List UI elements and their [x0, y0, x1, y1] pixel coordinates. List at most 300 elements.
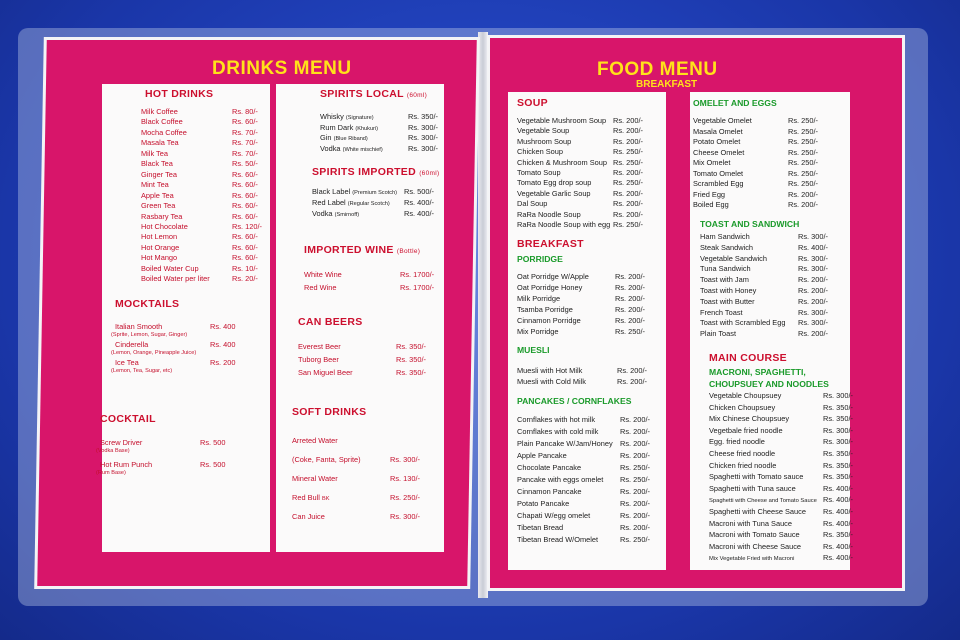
toast-sandwich-item [700, 264, 751, 273]
toast-sandwich-item-name: Vegetable Sandwich [700, 253, 767, 263]
omelet-eggs-item-name: Vegetable Omelet [693, 116, 752, 125]
porridge-title: PORRIDGE [517, 254, 563, 264]
can-beers-item-price: Rs. 350/- [396, 355, 426, 364]
soup-item [517, 116, 606, 125]
drinks-menu-title: DRINKS MENU [212, 58, 352, 79]
main-course-item [709, 461, 776, 470]
main-course-item-name: Macroni with Tomato Sauce [709, 530, 800, 540]
soup-item-name: Tomato Soup [517, 168, 561, 177]
spirits-imported-item-name: Black Label [312, 187, 351, 196]
spirits-imported-item [312, 209, 359, 218]
main-course-item-name: Spaghetti with Cheese Sauce [709, 507, 806, 516]
porridge-item [517, 305, 573, 314]
main-course-item [709, 507, 806, 516]
cocktail-item-note: (Rum Base) [96, 470, 126, 476]
toast-sandwich-item-name: Toast with Honey [700, 286, 757, 295]
hot-drinks-item-price: Rs. 20/- [232, 274, 258, 284]
omelet-eggs-item-price: Rs. 250/- [788, 147, 818, 157]
hot-drinks-item [141, 180, 169, 189]
porridge-item-name: Milk Porridge [517, 293, 561, 303]
spirits-local-item-price: Rs. 300/- [408, 122, 438, 132]
pancakes-item [517, 523, 563, 532]
main-course-item [709, 484, 796, 493]
pancakes-item [517, 499, 569, 508]
toast-sandwich-item-price: Rs. 200/- [798, 329, 828, 339]
main-course-item [709, 403, 775, 412]
main-course-item-price: Rs. 400/- [823, 518, 853, 528]
hot-drinks-item-name: Hot Chocolate [141, 221, 188, 231]
pancakes-item-name: Chapati W/egg omelet [517, 511, 591, 520]
porridge-item-name: Mix Porridge [517, 326, 559, 336]
hot-drinks-item-name: Apple Tea [141, 190, 174, 200]
soup-item [517, 210, 581, 219]
muesli-item-price: Rs. 200/- [617, 366, 647, 375]
hot-drinks-item [141, 264, 199, 273]
imported-wine-item [304, 283, 336, 292]
porridge-item-price: Rs. 200/- [615, 304, 645, 314]
mocktails-item-note: (Lemon, Orange, Pineapple Juice) [111, 350, 197, 356]
porridge-item-name: Oat Porridge W/Apple [517, 272, 589, 281]
hot-drinks-item-name: Ginger Tea [141, 169, 178, 179]
hot-drinks-item-name: Masala Tea [141, 138, 179, 148]
main-course-item [709, 542, 801, 551]
toast-sandwich-item-price: Rs. 300/- [798, 232, 828, 241]
toast-sandwich-item-name: Tuna Sandwich [700, 264, 751, 274]
spirits-local-item-name: Vodka [320, 143, 341, 153]
toast-sandwich-item-name: French Toast [700, 307, 743, 317]
soup-item [517, 126, 569, 135]
main-course-item-name: Spaghetti with Tomato sauce [709, 472, 804, 482]
soup-item-price: Rs. 200/- [613, 126, 643, 136]
hot-drinks-item-price: Rs. 60/- [232, 242, 258, 252]
imported-wine-item [304, 270, 342, 279]
pancakes-item-name: Pancake with eggs omelet [517, 475, 604, 484]
hot-drinks-item-price: Rs. 70/- [232, 138, 258, 148]
hot-drinks-item-name: Mint Tea [141, 180, 169, 190]
toast-sandwich-item-name: Ham Sandwich [700, 232, 750, 241]
main-course-item [709, 472, 803, 481]
main-course-item [709, 414, 789, 423]
cocktail-item-name: Hot Rum Punch [100, 460, 153, 469]
food-menu-title: FOOD MENU [597, 59, 718, 80]
toast-sandwich-item [700, 318, 785, 327]
breakfast-title: BREAKFAST [517, 238, 584, 250]
hot-drinks-item [141, 253, 177, 262]
porridge-item [517, 327, 558, 336]
main-course-item [709, 495, 817, 504]
pancakes-item-name: Potato Pancake [517, 499, 570, 508]
omelet-eggs-item-price: Rs. 250/- [788, 158, 818, 167]
soup-item-name: RaRa Noodle Soup with egg [517, 220, 611, 229]
soft-drinks-item-name: Arreted Water [292, 436, 338, 445]
omelet-eggs-item-name: Potato Omelet [693, 137, 741, 146]
omelet-eggs-item-name: Masala Omelet [693, 126, 743, 136]
pancakes-item-price: Rs. 200/- [620, 487, 650, 496]
mocktails-title: MOCKTAILS [115, 298, 180, 310]
main-course-item [709, 426, 783, 435]
main-course-item-name: Egg. fried noodle [709, 437, 765, 447]
hot-drinks-item-name: Milk Tea [141, 148, 168, 158]
porridge-item-price: Rs. 200/- [615, 272, 645, 281]
hot-drinks-item-price: Rs. 60/- [232, 117, 258, 127]
main-course-item-price: Rs. 350/- [823, 460, 853, 470]
imported-wine-item-price: Rs. 1700/- [400, 270, 435, 279]
spirits-imported-title: SPIRITS IMPORTED (60ml) [312, 166, 440, 178]
pancakes-item-name: Cornflakes with cold milk [517, 427, 599, 436]
main-course-item [709, 449, 775, 458]
hot-drinks-item-price: Rs. 80/- [232, 107, 258, 116]
hot-drinks-item-price: Rs. 60/- [232, 190, 258, 200]
muesli-item [517, 366, 582, 375]
spirits-local-item [320, 123, 378, 132]
porridge-item [517, 272, 589, 281]
soft-drinks-item-price: Rs. 250/- [390, 493, 420, 502]
can-beers-item-name: Everest Beer [298, 342, 341, 351]
toast-sandwich-item-name: Toast with Scrambled Egg [700, 318, 786, 328]
mocktails-item-name: Italian Smooth [115, 322, 163, 331]
hot-drinks-item-price: Rs. 120/- [232, 221, 262, 231]
toast-sandwich-item [700, 243, 753, 252]
hot-drinks-item-price: Rs. 60/- [232, 232, 258, 242]
pancakes-item-name: Cornflakes with hot milk [517, 415, 596, 424]
mocktails-item-price: Rs. 400 [210, 340, 236, 349]
cocktail-item-price: Rs. 500 [200, 460, 226, 469]
pancakes-item-price: Rs. 200/- [620, 415, 650, 424]
cocktail-item-name: Screw Driver [100, 438, 143, 447]
mocktails-item [115, 340, 148, 349]
hot-drinks-item [141, 222, 188, 231]
toast-sandwich-item-price: Rs. 200/- [798, 275, 828, 285]
hot-drinks-item-name: Mocha Coffee [141, 127, 187, 137]
pancakes-item-name: Tibetan Bread [517, 523, 564, 532]
pancakes-item [517, 475, 603, 484]
toast-sandwich-item [700, 275, 749, 284]
main-course-item-price: Rs. 350/- [823, 472, 853, 482]
hot-drinks-item [141, 191, 174, 200]
spirits-local-item-name: Gin [320, 133, 332, 142]
soup-title: SOUP [517, 97, 548, 109]
cocktail-title: COCKTAIL [100, 413, 156, 425]
pancakes-item-price: Rs. 250/- [620, 475, 650, 484]
omelet-eggs-item [693, 190, 725, 199]
can-beers-item-name: San Miguel Beer [298, 368, 353, 377]
toast-sandwich-item [700, 232, 750, 241]
mocktails-item [115, 358, 139, 367]
soup-item-price: Rs. 250/- [613, 178, 643, 188]
soup-item-price: Rs. 200/- [613, 116, 643, 125]
soft-drinks-item [292, 436, 338, 445]
hot-drinks-item-name: Green Tea [141, 201, 176, 211]
omelet-eggs-item-name: Cheese Omelet [693, 147, 745, 157]
soft-drinks-item-price: Rs. 300/- [390, 512, 420, 521]
imported-wine-unit: (Bottle) [396, 248, 421, 255]
pancakes-item [517, 487, 582, 496]
pancakes-item [517, 451, 567, 460]
pancakes-item-price: Rs. 200/- [620, 523, 650, 532]
cocktail-item [100, 438, 142, 447]
soup-item-price: Rs. 200/- [613, 168, 643, 177]
soup-item-name: Tomato Egg drop soup [517, 178, 592, 188]
toast-sandwich-title: TOAST AND SANDWICH [700, 219, 800, 229]
soup-item [517, 220, 610, 229]
toast-sandwich-item [700, 286, 756, 295]
spirits-local-title: SPIRITS LOCAL (60ml) [320, 88, 428, 100]
spirits-imported-item-note: (Smirnoff) [334, 212, 360, 218]
omelet-eggs-item-name: Scrambled Egg [693, 179, 744, 188]
porridge-item-price: Rs. 250/- [615, 326, 645, 336]
pancakes-item [517, 535, 598, 544]
soft-drinks-item [292, 493, 329, 502]
toast-sandwich-item-price: Rs. 300/- [798, 253, 828, 263]
omelet-eggs-item-price: Rs. 250/- [788, 116, 818, 125]
omelet-eggs-item [693, 200, 729, 209]
hot-drinks-item-price: Rs. 50/- [232, 159, 258, 169]
soup-item [517, 178, 591, 187]
hot-drinks-item [141, 274, 210, 283]
soft-drinks-item-note: BK [322, 496, 330, 502]
hot-drinks-item [141, 159, 173, 168]
can-beers-item-name: Tuborg Beer [298, 355, 339, 364]
main-course-item-name: Chicken Choupsuey [709, 402, 776, 412]
spirits-local-item [320, 112, 374, 121]
soup-item-price: Rs. 250/- [613, 147, 643, 157]
omelet-eggs-item-price: Rs. 200/- [788, 189, 818, 199]
hot-drinks-item-name: Hot Orange [141, 242, 180, 252]
spirits-local-item-name: Whisky [320, 112, 344, 121]
toast-sandwich-item-name: Toast with Jam [700, 275, 749, 285]
soup-item-name: Vegetable Garlic Soup [517, 188, 591, 198]
soup-item-name: Dal Soup [517, 199, 548, 209]
soup-item-name: Chicken & Mushroom Soup [517, 157, 607, 167]
toast-sandwich-item [700, 308, 743, 317]
cocktail-item-price: Rs. 500 [200, 438, 226, 447]
toast-sandwich-item-price: Rs. 200/- [798, 296, 828, 306]
spirits-imported-item-price: Rs. 400/- [404, 198, 434, 207]
hot-drinks-item-name: Milk Coffee [141, 107, 178, 116]
main-course-item-price: Rs. 300/- [823, 391, 853, 400]
soft-drinks-item-name: Mineral Water [292, 474, 338, 483]
spirits-imported-unit: (60ml) [419, 170, 440, 177]
soft-drinks-item-price: Rs. 130/- [390, 474, 420, 483]
main-course-item-name: Mix Chinese Choupsuey [709, 414, 790, 424]
mocktails-item-note: (Lemon, Tea, Sugar, etc) [111, 368, 173, 374]
pancakes-item [517, 415, 595, 424]
hot-drinks-item [141, 201, 175, 210]
main-course-item-price: Rs. 400/- [823, 541, 853, 551]
pancakes-item-price: Rs. 200/- [620, 439, 650, 448]
soup-item-price: Rs. 200/- [613, 188, 643, 198]
spirits-imported-item [312, 187, 397, 196]
spirits-local-item-note: (White mischief) [342, 146, 383, 153]
soup-item-name: Vegetable Soup [517, 126, 570, 136]
pancakes-item-price: Rs. 200/- [620, 511, 650, 520]
pancakes-item-price: Rs. 200/- [620, 427, 650, 436]
porridge-item-price: Rs. 200/- [615, 315, 645, 325]
pancakes-item-price: Rs. 200/- [620, 499, 650, 508]
toast-sandwich-item-name: Toast with Butter [700, 296, 755, 306]
muesli-item [517, 377, 586, 386]
toast-sandwich-item [700, 297, 755, 306]
omelet-eggs-item [693, 127, 743, 136]
hot-drinks-item-price: Rs. 60/- [232, 180, 258, 190]
pancakes-title: PANCAKES / CORNFLAKES [517, 396, 632, 406]
spirits-local-item [320, 133, 368, 142]
muesli-item-price: Rs. 200/- [617, 377, 647, 386]
main-course-item [709, 391, 781, 400]
spirits-local-item-name: Rum Dark [320, 122, 354, 132]
toast-sandwich-item-price: Rs. 200/- [798, 286, 828, 295]
soft-drinks-item-price: Rs. 300/- [390, 455, 420, 464]
spirits-imported-item-note: (Regular Scotch) [347, 201, 390, 207]
porridge-item-name: Oat Porridge Honey [517, 282, 583, 292]
main-course-item-name: Chicken fried noodle [709, 460, 777, 470]
hot-drinks-item-name: Boiled Water per liter [141, 274, 210, 284]
soup-item-price: Rs. 200/- [613, 199, 643, 209]
soft-drinks-item [292, 455, 361, 464]
pancakes-item [517, 439, 613, 448]
toast-sandwich-item-price: Rs. 400/- [798, 242, 828, 252]
mocktails-item-name: Ice Tea [115, 358, 139, 367]
soup-item-price: Rs. 250/- [613, 220, 643, 229]
main-course-item-name: Vegetable Choupsuey [709, 391, 782, 400]
main-course-subtitle-1: MACRONI, SPAGHETTI, [709, 367, 806, 377]
hot-drinks-item-name: Boiled Water Cup [141, 263, 199, 273]
hot-drinks-item-name: Hot Lemon [141, 232, 178, 242]
spirits-local-item-price: Rs. 350/- [408, 112, 438, 121]
hot-drinks-item-name: Hot Mango [141, 253, 178, 263]
muesli-item-name: Muesli with Cold Milk [517, 377, 586, 386]
porridge-item-price: Rs. 200/- [615, 293, 645, 303]
pancakes-item [517, 463, 581, 472]
spirits-local-item [320, 144, 383, 153]
main-course-item [709, 437, 765, 446]
soup-item [517, 147, 563, 156]
main-course-item-name: Cheese fried noodle [709, 449, 776, 458]
main-course-item-price: Rs. 350/- [823, 402, 853, 412]
omelet-eggs-item-name: Fried Egg [693, 189, 726, 199]
spirits-imported-item-price: Rs. 500/- [404, 187, 434, 196]
main-course-item-name: Spaghetti with Cheese and Tomato Sauce [709, 498, 817, 505]
imported-wine-item-name: Red Wine [304, 283, 337, 292]
main-course-item-price: Rs. 350/- [823, 414, 853, 424]
spirits-local-item-note: (Blue Riband) [333, 136, 368, 142]
hot-drinks-item [141, 128, 187, 137]
soup-item [517, 189, 591, 198]
pancakes-item-name: Tibetan Bread W/Omelet [517, 535, 599, 544]
imported-wine-item-price: Rs. 1700/- [400, 283, 435, 292]
porridge-item-price: Rs. 200/- [615, 282, 645, 292]
menu-spine [478, 32, 488, 598]
spirits-imported-item-price: Rs. 400/- [404, 209, 434, 218]
food-menu-subtitle: BREAKFAST [636, 79, 698, 90]
main-course-item [709, 530, 800, 539]
hot-drinks-item [141, 117, 183, 126]
omelet-eggs-item [693, 158, 730, 167]
main-course-item-name: Macroni with Cheese Sauce [709, 541, 802, 551]
porridge-item [517, 283, 582, 292]
omelet-eggs-item-price: Rs. 250/- [788, 126, 818, 136]
spirits-imported-item-name: Red Label [312, 198, 346, 207]
soft-drinks-item-name: Red Bull [292, 493, 320, 502]
hot-drinks-item-name: Black Tea [141, 159, 173, 169]
spirits-local-unit: (60ml) [406, 92, 428, 99]
soup-item-price: Rs. 200/- [613, 209, 643, 219]
main-course-item-name: Mix Vegetable Fried with Macroni [709, 556, 795, 563]
mocktails-item-price: Rs. 400 [210, 322, 236, 331]
soft-drinks-item [292, 512, 325, 521]
soup-item-name: Vegetable Mushroom Soup [517, 116, 607, 125]
soup-item-name: Mushroom Soup [517, 136, 572, 146]
hot-drinks-item-price: Rs. 70/- [232, 148, 258, 158]
omelet-eggs-item-price: Rs. 200/- [788, 200, 818, 209]
omelet-eggs-item [693, 148, 744, 157]
pancakes-item-name: Chocolate Pancake [517, 463, 582, 472]
muesli-item-name: Muesli with Hot Milk [517, 366, 583, 375]
omelet-eggs-item-name: Tomato Omelet [693, 168, 744, 178]
mocktails-item-name: Cinderella [115, 340, 149, 349]
pancakes-item [517, 511, 590, 520]
pancakes-item-name: Plain Pancake W/Jam/Honey [517, 439, 613, 448]
soup-item-price: Rs. 250/- [613, 157, 643, 167]
can-beers-item [298, 355, 339, 364]
spirits-local-item-note: (Khukuri) [355, 125, 379, 132]
mocktails-item-price: Rs. 200 [210, 358, 236, 367]
main-course-item-price: Rs. 400/- [823, 553, 853, 563]
mocktails-item-note: (Sprite, Lemon, Sugar, Ginger) [111, 332, 188, 338]
omelet-eggs-item [693, 137, 740, 146]
main-course-title: MAIN COURSE [709, 352, 787, 364]
hot-drinks-item [141, 170, 177, 179]
spirits-local-item-note: (Signature) [345, 115, 374, 121]
porridge-item-name: Cinnamon Porridge [517, 315, 581, 325]
soup-item [517, 168, 561, 177]
main-course-item-price: Rs. 300/- [823, 437, 853, 447]
toast-sandwich-item [700, 329, 736, 338]
hot-drinks-item-name: Rasbary Tea [141, 211, 183, 221]
can-beers-item [298, 368, 353, 377]
hot-drinks-item [141, 107, 178, 116]
hot-drinks-item-price: Rs. 10/- [232, 263, 258, 273]
omelet-eggs-item [693, 116, 752, 125]
main-course-item-name: Vegetbale fried noodle [709, 425, 783, 435]
spirits-local-item-price: Rs. 300/- [408, 143, 438, 153]
pancakes-item-name: Cinnamon Pancake [517, 487, 582, 496]
soup-item [517, 137, 571, 146]
hot-drinks-item [141, 243, 179, 252]
omelet-eggs-item-name: Mix Omelet [693, 158, 731, 167]
toast-sandwich-item [700, 254, 767, 263]
soup-item-name: RaRa Noodle Soup [517, 209, 581, 219]
main-course-item-name: Spaghetti with Tuna sauce [709, 483, 796, 493]
soup-item-price: Rs. 200/- [613, 136, 643, 146]
hot-drinks-item [141, 149, 168, 158]
hot-drinks-item-price: Rs. 70/- [232, 127, 258, 137]
omelet-eggs-item-price: Rs. 250/- [788, 168, 818, 178]
main-course-item-price: Rs. 350/- [823, 449, 853, 458]
hot-drinks-item-price: Rs. 60/- [232, 169, 258, 179]
toast-sandwich-item-name: Steak Sandwich [700, 242, 753, 252]
porridge-item [517, 316, 581, 325]
main-course-item-price: Rs. 400/- [823, 483, 853, 493]
pancakes-item-name: Apple Pancake [517, 451, 567, 460]
soft-drinks-item [292, 474, 338, 483]
main-course-item-price: Rs. 400/- [823, 507, 853, 516]
omelet-eggs-item-name: Boiled Egg [693, 200, 729, 209]
main-course-item-name: Macroni with Tuna Sauce [709, 518, 792, 528]
soft-drinks-title: SOFT DRINKS [292, 406, 367, 418]
spirits-imported-item-name: Vodka [312, 209, 333, 218]
pancakes-item [517, 427, 598, 436]
